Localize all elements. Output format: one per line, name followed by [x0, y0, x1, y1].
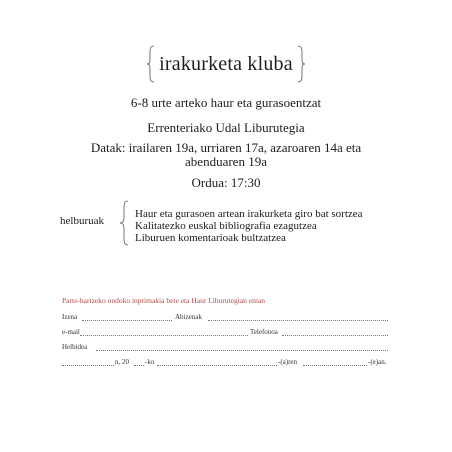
signature-text-month: -(a)ren: [278, 358, 298, 366]
dates-line-1: Datak: irailaren 19a, urriaren 17a, azaroaren 14a eta: [90, 140, 362, 155]
form-intro: Parte-hartzeko ondoko inprimakia bete eta Haur Liburutegian eman: [62, 296, 266, 305]
title-braces: [146, 45, 306, 83]
signature-text-day: -(e)an.: [368, 358, 387, 366]
surname-field[interactable]: [208, 320, 388, 321]
right-brace-icon: [297, 45, 306, 83]
goal-item: Kalitatezko euskal bibliografia ezagutzea: [135, 220, 317, 232]
phone-field[interactable]: [282, 335, 388, 336]
name-field[interactable]: [82, 320, 172, 321]
address-label: Helbidea: [62, 343, 88, 351]
library-name: Errenteriako Udal Liburutegia: [147, 120, 305, 135]
surname-label: Abizenak: [175, 313, 202, 321]
signature-text-year: n, 20: [115, 358, 129, 366]
day-field[interactable]: [303, 365, 367, 366]
signature-text-ko: -ko: [145, 358, 155, 366]
email-field[interactable]: [80, 335, 248, 336]
month-field[interactable]: [157, 365, 277, 366]
time: Ordua: 17:30: [191, 175, 261, 190]
dates-line-2: abenduaren 19a: [185, 154, 267, 169]
subtitle: 6-8 urte arteko haur eta gurasoentzat: [130, 95, 322, 110]
goal-item: Haur eta gurasoen artean irakurketa giro bat sortzea: [135, 208, 363, 220]
goals-brace-icon: [118, 200, 130, 246]
address-field[interactable]: [96, 350, 388, 351]
year-field[interactable]: [134, 365, 144, 366]
email-label: e-mail: [62, 328, 80, 336]
left-brace-icon: [146, 45, 155, 83]
goal-item: Liburuen komentarioak bultzatzea: [135, 232, 286, 244]
page-title: irakurketa kluba: [159, 52, 293, 75]
title-block: [0, 44, 452, 84]
name-label: Izena: [62, 313, 78, 321]
place-field[interactable]: [62, 365, 114, 366]
goals-label: helburuak: [60, 215, 104, 227]
phone-label: Telefonoa: [250, 328, 278, 336]
